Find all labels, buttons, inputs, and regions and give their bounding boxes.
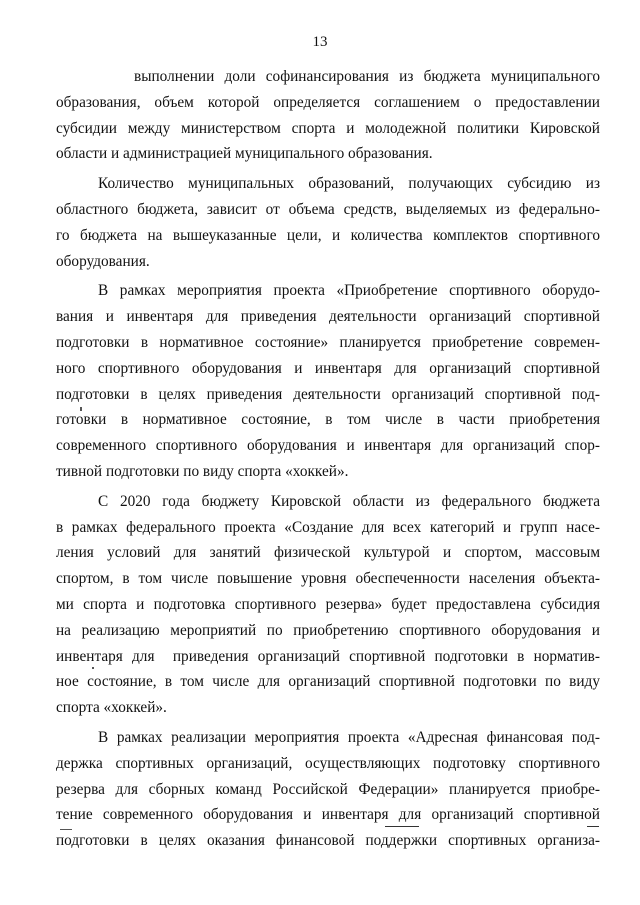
text-line: области и администрацией муниципального образования. <box>56 145 433 163</box>
margin-dash-mark <box>60 829 72 830</box>
text-line: выполнении доли софинансирования из бюджета муниципального <box>134 68 600 85</box>
paragraph-2 <box>56 171 600 274</box>
paragraph-3 <box>56 278 600 484</box>
text-line: ного спортивного оборудования и инвентаря для организаций спортивной <box>56 359 600 377</box>
text-line: спорта «хоккей». <box>56 699 167 717</box>
text-line: держка спортивных организаций, осуществляющих подготовку спортивного <box>56 754 600 772</box>
text-line: тивной подготовки по виду спорта «хоккей». <box>56 462 349 480</box>
text-line: областного бюджета, зависит от объема средств, выделяемых из федерально- <box>56 200 600 218</box>
text-line: подготовки в нормативное состояние» планируется приобретение современ- <box>56 333 600 351</box>
text-line: В рамках мероприятия проекта «Приобретение спортивного оборудо- <box>98 282 600 300</box>
text-line: образования, объем которой определяется соглашением о предоставлении <box>56 93 600 111</box>
text-line: спортом, в том числе повышение уровня обеспеченности населения объекта- <box>56 570 600 588</box>
text-line: субсидии между министерством спорта и молодежной политики Кировской <box>56 119 600 137</box>
scan-speck <box>80 407 82 411</box>
text-line: тение современного оборудования и инвентаря для организаций спортивной <box>56 806 600 824</box>
text-line: вания и инвентаря для приведения деятельности организаций спортивной <box>56 308 600 326</box>
paragraph-4 <box>56 489 600 721</box>
page-number: 13 <box>312 34 328 50</box>
body-text <box>56 64 600 854</box>
scan-speck <box>92 667 94 669</box>
paragraph-5 <box>56 725 600 854</box>
text-line: современного спортивного оборудования и инвентаря для организаций спор- <box>56 437 600 455</box>
text-line: Количество муниципальных образований, получающих субсидию из <box>98 175 600 193</box>
text-line: оборудования. <box>56 252 150 270</box>
text-line: ное состояние, в том числе для организаций спортивной подготовки по виду <box>56 673 600 691</box>
text-line: ми спорта и подготовка спортивного резерва» будет предоставлена субсидия <box>56 595 600 613</box>
handwritten-underline <box>587 826 599 827</box>
text-line: В рамках реализации мероприятия проекта «Адресная финансовая под- <box>98 728 600 746</box>
text-line: подготовки в целях оказания финансовой поддержки спортивных организа- <box>56 832 600 850</box>
text-line: подготовки в целях приведения деятельности организаций спортивной под- <box>56 385 600 403</box>
text-line: С 2020 года бюджету Кировской области из федерального бюджета <box>98 492 600 510</box>
handwritten-underline <box>385 826 419 827</box>
text-line: инвентаря для приведения организаций спортивной подготовки в норматив- <box>56 647 600 665</box>
text-line: готовки в нормативное состояние, в том числе в части приобретения <box>56 411 600 429</box>
text-line: ления условий для занятий физической культурой и спортом, массовым <box>56 544 600 562</box>
text-line: го бюджета на вышеуказанные цели, и количества комплектов спортивного <box>56 226 600 244</box>
paragraph-1 <box>56 64 600 167</box>
text-line: в рамках федерального проекта «Создание для всех категорий и групп насе- <box>56 518 600 536</box>
text-line: резерва для сборных команд Российской Федерации» планируется приобре- <box>56 780 600 798</box>
text-line: на реализацию мероприятий по приобретению спортивного оборудования и <box>56 621 600 639</box>
